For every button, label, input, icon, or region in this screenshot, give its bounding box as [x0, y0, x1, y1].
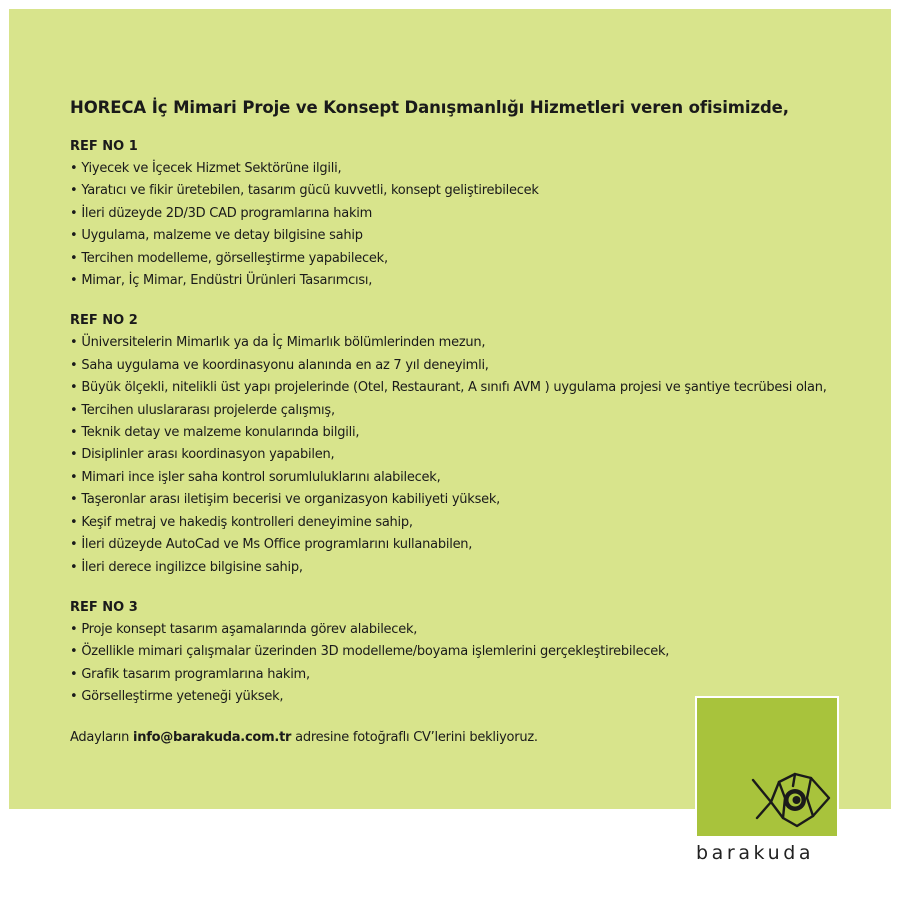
list-item: • Özellikle mimari çalışmalar üzerinden 3D modelleme/boyama işlemlerini gerçekleştirebilecek,	[70, 641, 870, 663]
ad-content	[70, 98, 870, 749]
headline: HORECA İç Mimari Proje ve Konsept Danışmanlığı Hizmetleri veren ofisimizde,	[70, 98, 789, 117]
list-item: • Yaratıcı ve fikir üretebilen, tasarım gücü kuvvetli, konsept geliştirebilecek	[70, 180, 870, 202]
list-item: • Mimar, İç Mimar, Endüstri Ürünleri Tasarımcısı,	[70, 270, 870, 292]
ref-title: REF NO 3	[70, 599, 138, 615]
list-item: • Büyük ölçekli, nitelikli üst yapı projelerinde (Otel, Restaurant, A sınıfı AVM ) uygulama projesi ve şantiye tecrübesi olan,	[70, 377, 870, 399]
list-item: • Mimari ince işler saha kontrol sorumluluklarını alabilecek,	[70, 467, 870, 489]
brand-name: barakuda	[696, 842, 815, 864]
fish-logo-icon	[749, 768, 833, 832]
list-item: • Taşeronlar arası iletişim becerisi ve organizasyon kabiliyeti yüksek,	[70, 489, 870, 511]
ad-panel	[9, 9, 891, 809]
ref-section-2	[70, 310, 870, 578]
requirements-list	[70, 158, 870, 292]
list-item: • Disiplinler arası koordinasyon yapabilen,	[70, 444, 870, 466]
list-item: • Keşif metraj ve hakediş kontrolleri deneyimine sahip,	[70, 512, 870, 534]
list-item: • Saha uygulama ve koordinasyonu alanında en az 7 yıl deneyimli,	[70, 355, 870, 377]
list-item: • İleri düzeyde AutoCad ve Ms Office programlarını kullanabilen,	[70, 534, 870, 556]
logo-box	[695, 696, 839, 838]
application-suffix: adresine fotoğraflı CV’lerini bekliyoruz.	[291, 729, 538, 745]
list-item: • İleri derece ingilizce bilgisine sahip,	[70, 557, 870, 579]
list-item: • Üniversitelerin Mimarlık ya da İç Mimarlık bölümlerinden mezun,	[70, 332, 870, 354]
list-item: • Tercihen modelleme, görselleştirme yapabilecek,	[70, 248, 870, 270]
application-prefix: Adayların	[70, 729, 133, 745]
list-item: • Uygulama, malzeme ve detay bilgisine sahip	[70, 225, 870, 247]
list-item: • Görselleştirme yeteneği yüksek,	[70, 686, 870, 708]
contact-email[interactable]: info@barakuda.com.tr	[132, 729, 292, 745]
list-item: • Yiyecek ve İçecek Hizmet Sektörüne ilgili,	[70, 158, 870, 180]
list-item: • Proje konsept tasarım aşamalarında görev alabilecek,	[70, 619, 870, 641]
ref-title: REF NO 2	[70, 313, 138, 329]
list-item: • İleri düzeyde 2D/3D CAD programlarına hakim	[70, 203, 870, 225]
list-item: • Grafik tasarım programlarına hakim,	[70, 664, 870, 686]
ref-title: REF NO 1	[70, 139, 138, 154]
requirements-list	[70, 332, 870, 578]
ref-section-3	[70, 597, 870, 709]
list-item: • Tercihen uluslararası projelerde çalışmış,	[70, 400, 870, 422]
ref-section-1	[70, 136, 870, 292]
list-item: • Teknik detay ve malzeme konularında bilgili,	[70, 422, 870, 444]
